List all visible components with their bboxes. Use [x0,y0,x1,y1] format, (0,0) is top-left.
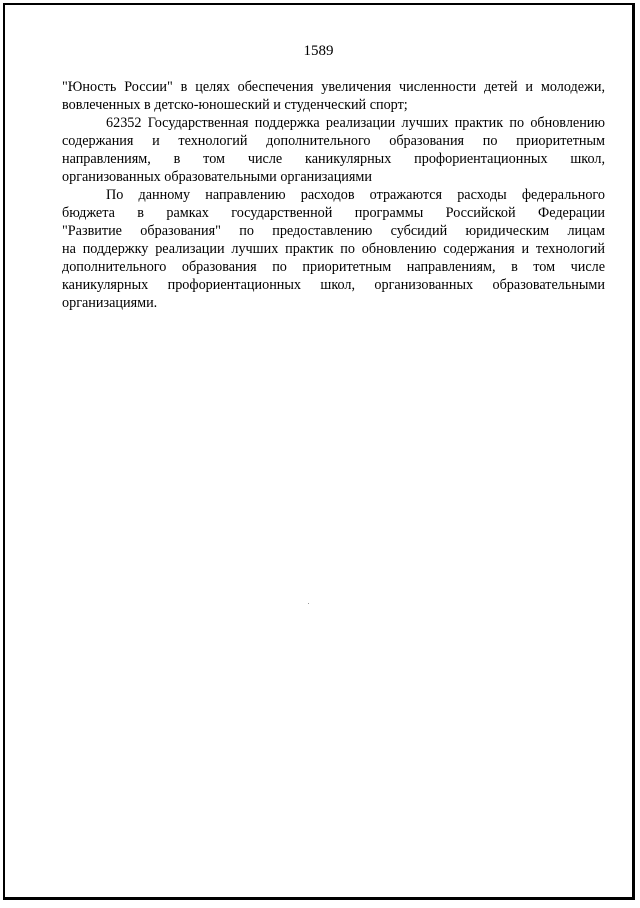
paragraph-2 [62,114,605,186]
text-line: По данному направлению расходов отражаются расходы федерального [106,187,605,203]
text-line: бюджета в рамках государственной программы Российской Федерации [62,205,605,221]
text-line: вовлеченных в детско-юношеский и студенческий спорт; [62,97,408,113]
text-line: на поддержку реализации лучших практик по обновлению содержания и технологий [62,241,605,257]
text-line: дополнительного образования по приоритетным направлениям, в том числе [62,259,605,275]
text-line: "Юность России" в целях обеспечения увеличения численности детей и молодежи, [62,79,605,95]
text-line: организациями. [62,295,158,311]
scan-speck [308,603,309,604]
text-line: "Развитие образования" по предоставлению субсидий юридическим лицам [62,223,605,239]
text-line: каникулярных профориентационных школ, организованных образовательными [62,277,605,293]
document-page [3,3,635,900]
document-body [62,78,605,312]
text-line: направлениям, в том числе каникулярных профориентационных школ, [62,151,605,167]
page-number: 1589 [303,43,334,59]
paragraph-3 [62,186,605,312]
paragraph-1 [62,78,605,114]
text-line: содержания и технологий дополнительного образования по приоритетным [62,133,605,149]
text-line: 62352 Государственная поддержка реализации лучших практик по обновлению [106,115,605,131]
text-line: организованных образовательными организациями [62,169,372,185]
